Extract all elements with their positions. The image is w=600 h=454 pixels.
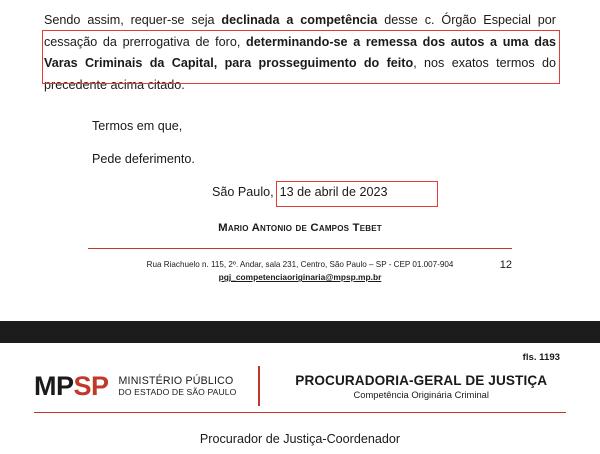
letterhead-divider [34,412,566,413]
city-label: São Paulo, [212,184,274,199]
page-number: 12 [499,259,512,272]
letterhead [34,366,566,406]
paragraph-segment-3: desse c. Órgão Especial por cessação da prerrogativa de foro, [44,13,556,49]
organization-line-1: MINISTÉRIO PÚBLICO [118,374,234,387]
paragraph-segment-5: , nos exatos termos do precedente acima citado. [44,56,556,92]
spacer [44,136,556,149]
paragraph-segment-4-bold: determinando-se a remessa dos autos a uma das Varas Criminais da Capital, para prosseguimento do feito [44,34,556,71]
footer-email[interactable]: pgj_competenciaoriginaria@mpsp.mp.br [218,272,382,283]
page-separator-band [0,321,600,343]
logo-sp-text: SP [73,370,109,401]
paragraph-segment-1: Sendo assim, requer-se seja [44,13,222,27]
footer-address: Rua Riachuelo n. 115, 2º. Andar, sala 231, Centro, São Paulo – SP - CEP 01.007-904 [146,260,454,270]
spacer [44,97,556,116]
city-date-line [44,182,556,202]
footer-divider [88,248,512,249]
office-block [276,373,566,400]
sheet-label: fls. 1193 [522,352,560,363]
role-line: Procurador de Justiça-Coordenador [199,432,401,446]
document-bottom-section [0,343,600,454]
logo-mp-text: MP [34,370,74,401]
mpsp-logo [34,370,109,401]
spacer [44,169,556,182]
paragraph-segment-2-bold: declinada a competência [221,13,378,27]
organization-line-2: DO ESTADO DE SÃO PAULO [118,387,237,398]
closing-line-1: Termos em que, [92,118,183,133]
main-paragraph [44,10,556,97]
signature-name: Mario Antonio de Campos Tebet [218,222,382,235]
office-subtitle: Competência Originária Criminal [353,388,489,400]
date-value: 13 de abril de 2023 [279,184,388,199]
office-title: PROCURADORIA-GERAL DE JUSTIÇA [295,372,548,388]
footer-row [44,259,556,282]
vertical-divider [258,366,260,406]
organization-name [119,375,237,398]
closing-line-2: Pede deferimento. [92,151,195,166]
